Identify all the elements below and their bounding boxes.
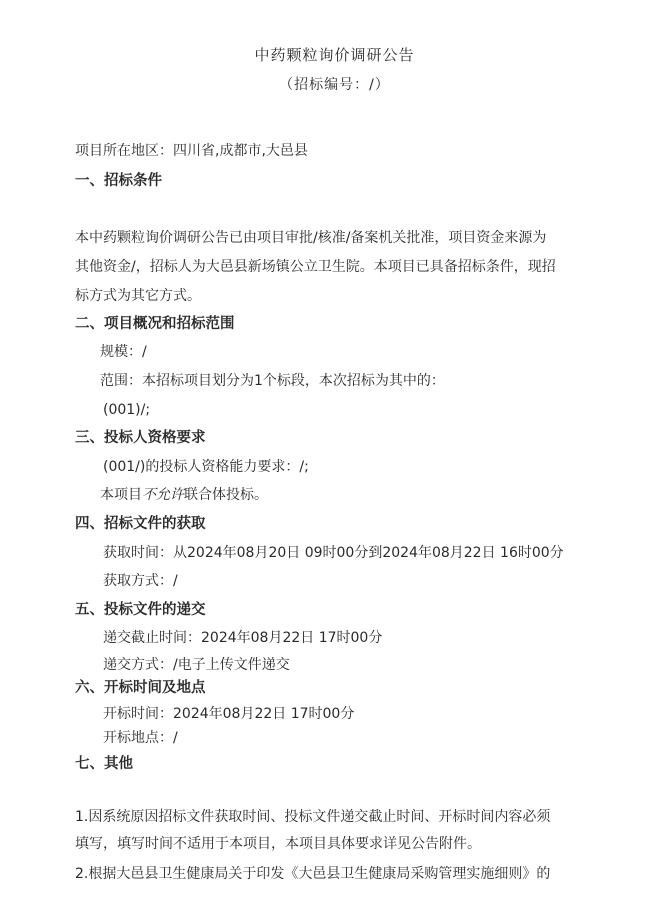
consortium-not-allowed: 不允许 [142,487,184,503]
section-heading-bid-opening: 六、开标时间及地点 [75,680,206,696]
other-item-2-line-1: 2.根据大邑县卫生健康局关于印发《大邑县卫生健康局采购管理实施细则》的 [75,866,551,882]
other-item-1-line-1: 1.因系统原因招标文件获取时间、投标文件递交截止时间、开标时间内容必须 [75,809,551,825]
section-heading-tender-conditions: 一、招标条件 [75,173,162,189]
section-heading-other: 七、其他 [75,756,133,772]
tender-conditions-line-3: 标方式为其它方式。 [75,288,201,304]
section-heading-bid-submission: 五、投标文件的递交 [75,602,206,618]
project-scope: 范围：本招标项目划分为1个标段，本次招标为其中的： [100,373,445,389]
bid-opening-time: 开标时间：2024年08月22日 17时00分 [103,706,355,722]
tender-number: （招标编号：/） [279,77,390,93]
project-location: 项目所在地区：四川省,成都市,大邑县 [75,143,308,159]
consortium-statement [100,485,268,505]
submission-deadline: 递交截止时间：2024年08月22日 17时00分 [103,630,383,646]
document-title: 中药颗粒询价调研公告 [254,46,415,64]
tender-conditions-line-2: 其他资金/，招标人为大邑县新场镇公立卫生院。本项目已具备招标条件，现招 [75,259,556,275]
acquisition-method: 获取方式：/ [103,573,178,589]
project-scale: 规模：/ [100,344,147,360]
section-heading-bidder-qualification: 三、投标人资格要求 [75,430,206,446]
tender-conditions-line-1: 本中药颗粒询价调研公告已由项目审批/核准/备案机关批准，项目资金来源为 [75,230,547,246]
bid-opening-place: 开标地点：/ [103,730,178,746]
section-heading-document-acquisition: 四、招标文件的获取 [75,516,206,532]
consortium-suffix: 联合体投标。 [184,487,268,503]
acquisition-time: 获取时间：从2024年08月20日 09时00分到2024年08月22日 16时00分 [103,545,564,561]
section-heading-project-overview: 二、项目概况和招标范围 [75,316,235,332]
project-lot: (001)/; [103,402,151,418]
bidder-qualification-requirement: (001/)的投标人资格能力要求：/; [103,459,309,475]
other-item-1-line-2: 填写，填写时间不适用于本项目，本项目具体要求详见公告附件。 [75,836,481,852]
consortium-prefix: 本项目 [100,487,142,503]
submission-method: 递交方式：/电子上传文件递交 [103,657,290,673]
